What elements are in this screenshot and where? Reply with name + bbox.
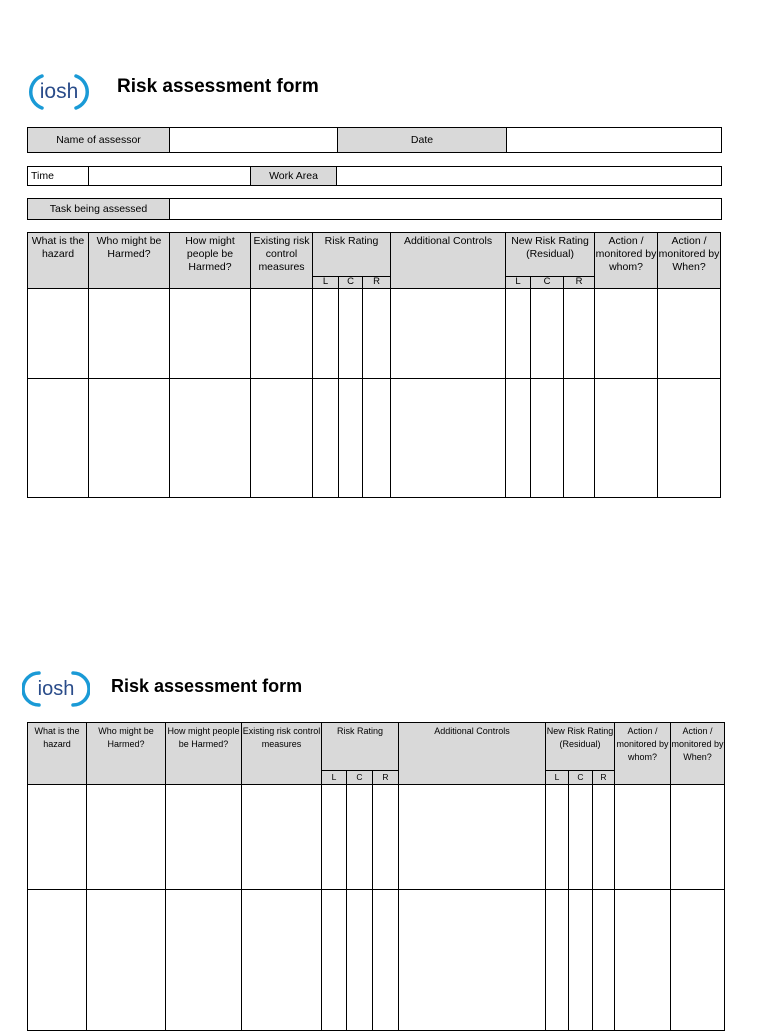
cell-new-c[interactable] [569,890,593,1031]
header-existing: Existing risk control measures [251,233,313,289]
cell-new-l[interactable] [506,289,531,379]
header-risk-rating: Risk Rating [313,233,391,277]
cell-who[interactable] [89,289,170,379]
header-how: How might people be Harmed? [166,723,242,785]
cell-new-c[interactable] [531,289,564,379]
cell-how[interactable] [166,890,242,1031]
cell-additional[interactable] [391,289,506,379]
header-r: R [363,276,391,288]
cell-c[interactable] [347,890,373,1031]
cell-additional[interactable] [391,379,506,498]
cell-existing[interactable] [251,289,313,379]
cell-new-c[interactable] [569,785,593,890]
header-new-risk: New Risk Rating (Residual) [546,723,615,771]
task-table [27,198,722,220]
cell-action-when[interactable] [671,890,725,1031]
cell-action-whom[interactable] [595,379,658,498]
header-additional: Additional Controls [399,723,546,785]
header-action-whom: Action / monitored by whom? [615,723,671,785]
cell-new-l[interactable] [546,785,569,890]
header-l: L [322,770,347,784]
header-hazard: What is the hazard [28,233,89,289]
cell-l[interactable] [322,785,347,890]
cell-new-r[interactable] [593,890,615,1031]
header-additional: Additional Controls [391,233,506,289]
date-label: Date [338,128,507,153]
cell-action-whom[interactable] [595,289,658,379]
cell-action-whom[interactable] [615,890,671,1031]
header-l: L [313,276,339,288]
header-c: C [339,276,363,288]
header-action-when: Action / monitored by When? [671,723,725,785]
cell-action-whom[interactable] [615,785,671,890]
header-new-r: R [593,770,615,784]
cell-r[interactable] [363,379,391,498]
risk-table [27,722,725,1031]
cell-new-r[interactable] [593,785,615,890]
table-row [28,289,721,379]
cell-l[interactable] [322,890,347,1031]
task-label: Task being assessed [28,199,170,220]
header-how: How might people be Harmed? [170,233,251,289]
risk-table [27,232,721,498]
table-row [28,785,725,890]
time-field[interactable] [89,167,251,186]
header-new-l: L [546,770,569,784]
header-new-risk: New Risk Rating (Residual) [506,233,595,277]
table-row [28,379,721,498]
cell-new-r[interactable] [564,289,595,379]
header-who: Who might be Harmed? [89,233,170,289]
cell-hazard[interactable] [28,785,87,890]
logo-text: iosh [39,80,79,103]
work-area-label: Work Area [251,167,337,186]
cell-action-when[interactable] [671,785,725,890]
cell-l[interactable] [313,379,339,498]
header-new-l: L [506,276,531,288]
header-c: C [347,770,373,784]
cell-additional[interactable] [399,785,546,890]
iosh-logo [24,70,94,114]
header-new-c: C [569,770,593,784]
page-title: Risk assessment form [117,76,319,97]
cell-existing[interactable] [242,785,322,890]
cell-how[interactable] [166,785,242,890]
cell-how[interactable] [170,379,251,498]
cell-r[interactable] [363,289,391,379]
header-action-when: Action / monitored by When? [658,233,721,289]
cell-c[interactable] [347,785,373,890]
cell-hazard[interactable] [28,379,89,498]
cell-r[interactable] [373,890,399,1031]
cell-r[interactable] [373,785,399,890]
date-field[interactable] [507,128,722,153]
cell-new-c[interactable] [531,379,564,498]
cell-hazard[interactable] [28,890,87,1031]
cell-who[interactable] [87,785,166,890]
header-r: R [373,770,399,784]
page-title: Risk assessment form [111,676,303,696]
assessor-date-table [27,127,722,153]
header-existing: Existing risk control measures [242,723,322,785]
cell-who[interactable] [89,379,170,498]
cell-action-when[interactable] [658,289,721,379]
task-field[interactable] [170,199,722,220]
work-area-field[interactable] [337,167,722,186]
cell-l[interactable] [313,289,339,379]
time-workarea-table [27,166,722,186]
assessor-label: Name of assessor [28,128,170,153]
header-risk-rating: Risk Rating [322,723,399,771]
cell-how[interactable] [170,289,251,379]
cell-additional[interactable] [399,890,546,1031]
cell-c[interactable] [339,379,363,498]
header-new-c: C [531,276,564,288]
header-hazard: What is the hazard [28,723,87,785]
cell-existing[interactable] [242,890,322,1031]
iosh-logo [22,668,90,710]
cell-action-when[interactable] [658,379,721,498]
table-row [28,890,725,1031]
header-action-whom: Action / monitored by whom? [595,233,658,289]
logo-text: iosh [37,677,75,700]
header-new-r: R [564,276,595,288]
header-who: Who might be Harmed? [87,723,166,785]
assessor-field[interactable] [170,128,338,153]
cell-existing[interactable] [251,379,313,498]
cell-who[interactable] [87,890,166,1031]
cell-c[interactable] [339,289,363,379]
cell-new-r[interactable] [564,379,595,498]
cell-new-l[interactable] [546,890,569,1031]
cell-hazard[interactable] [28,289,89,379]
time-label: Time [28,167,89,186]
cell-new-l[interactable] [506,379,531,498]
